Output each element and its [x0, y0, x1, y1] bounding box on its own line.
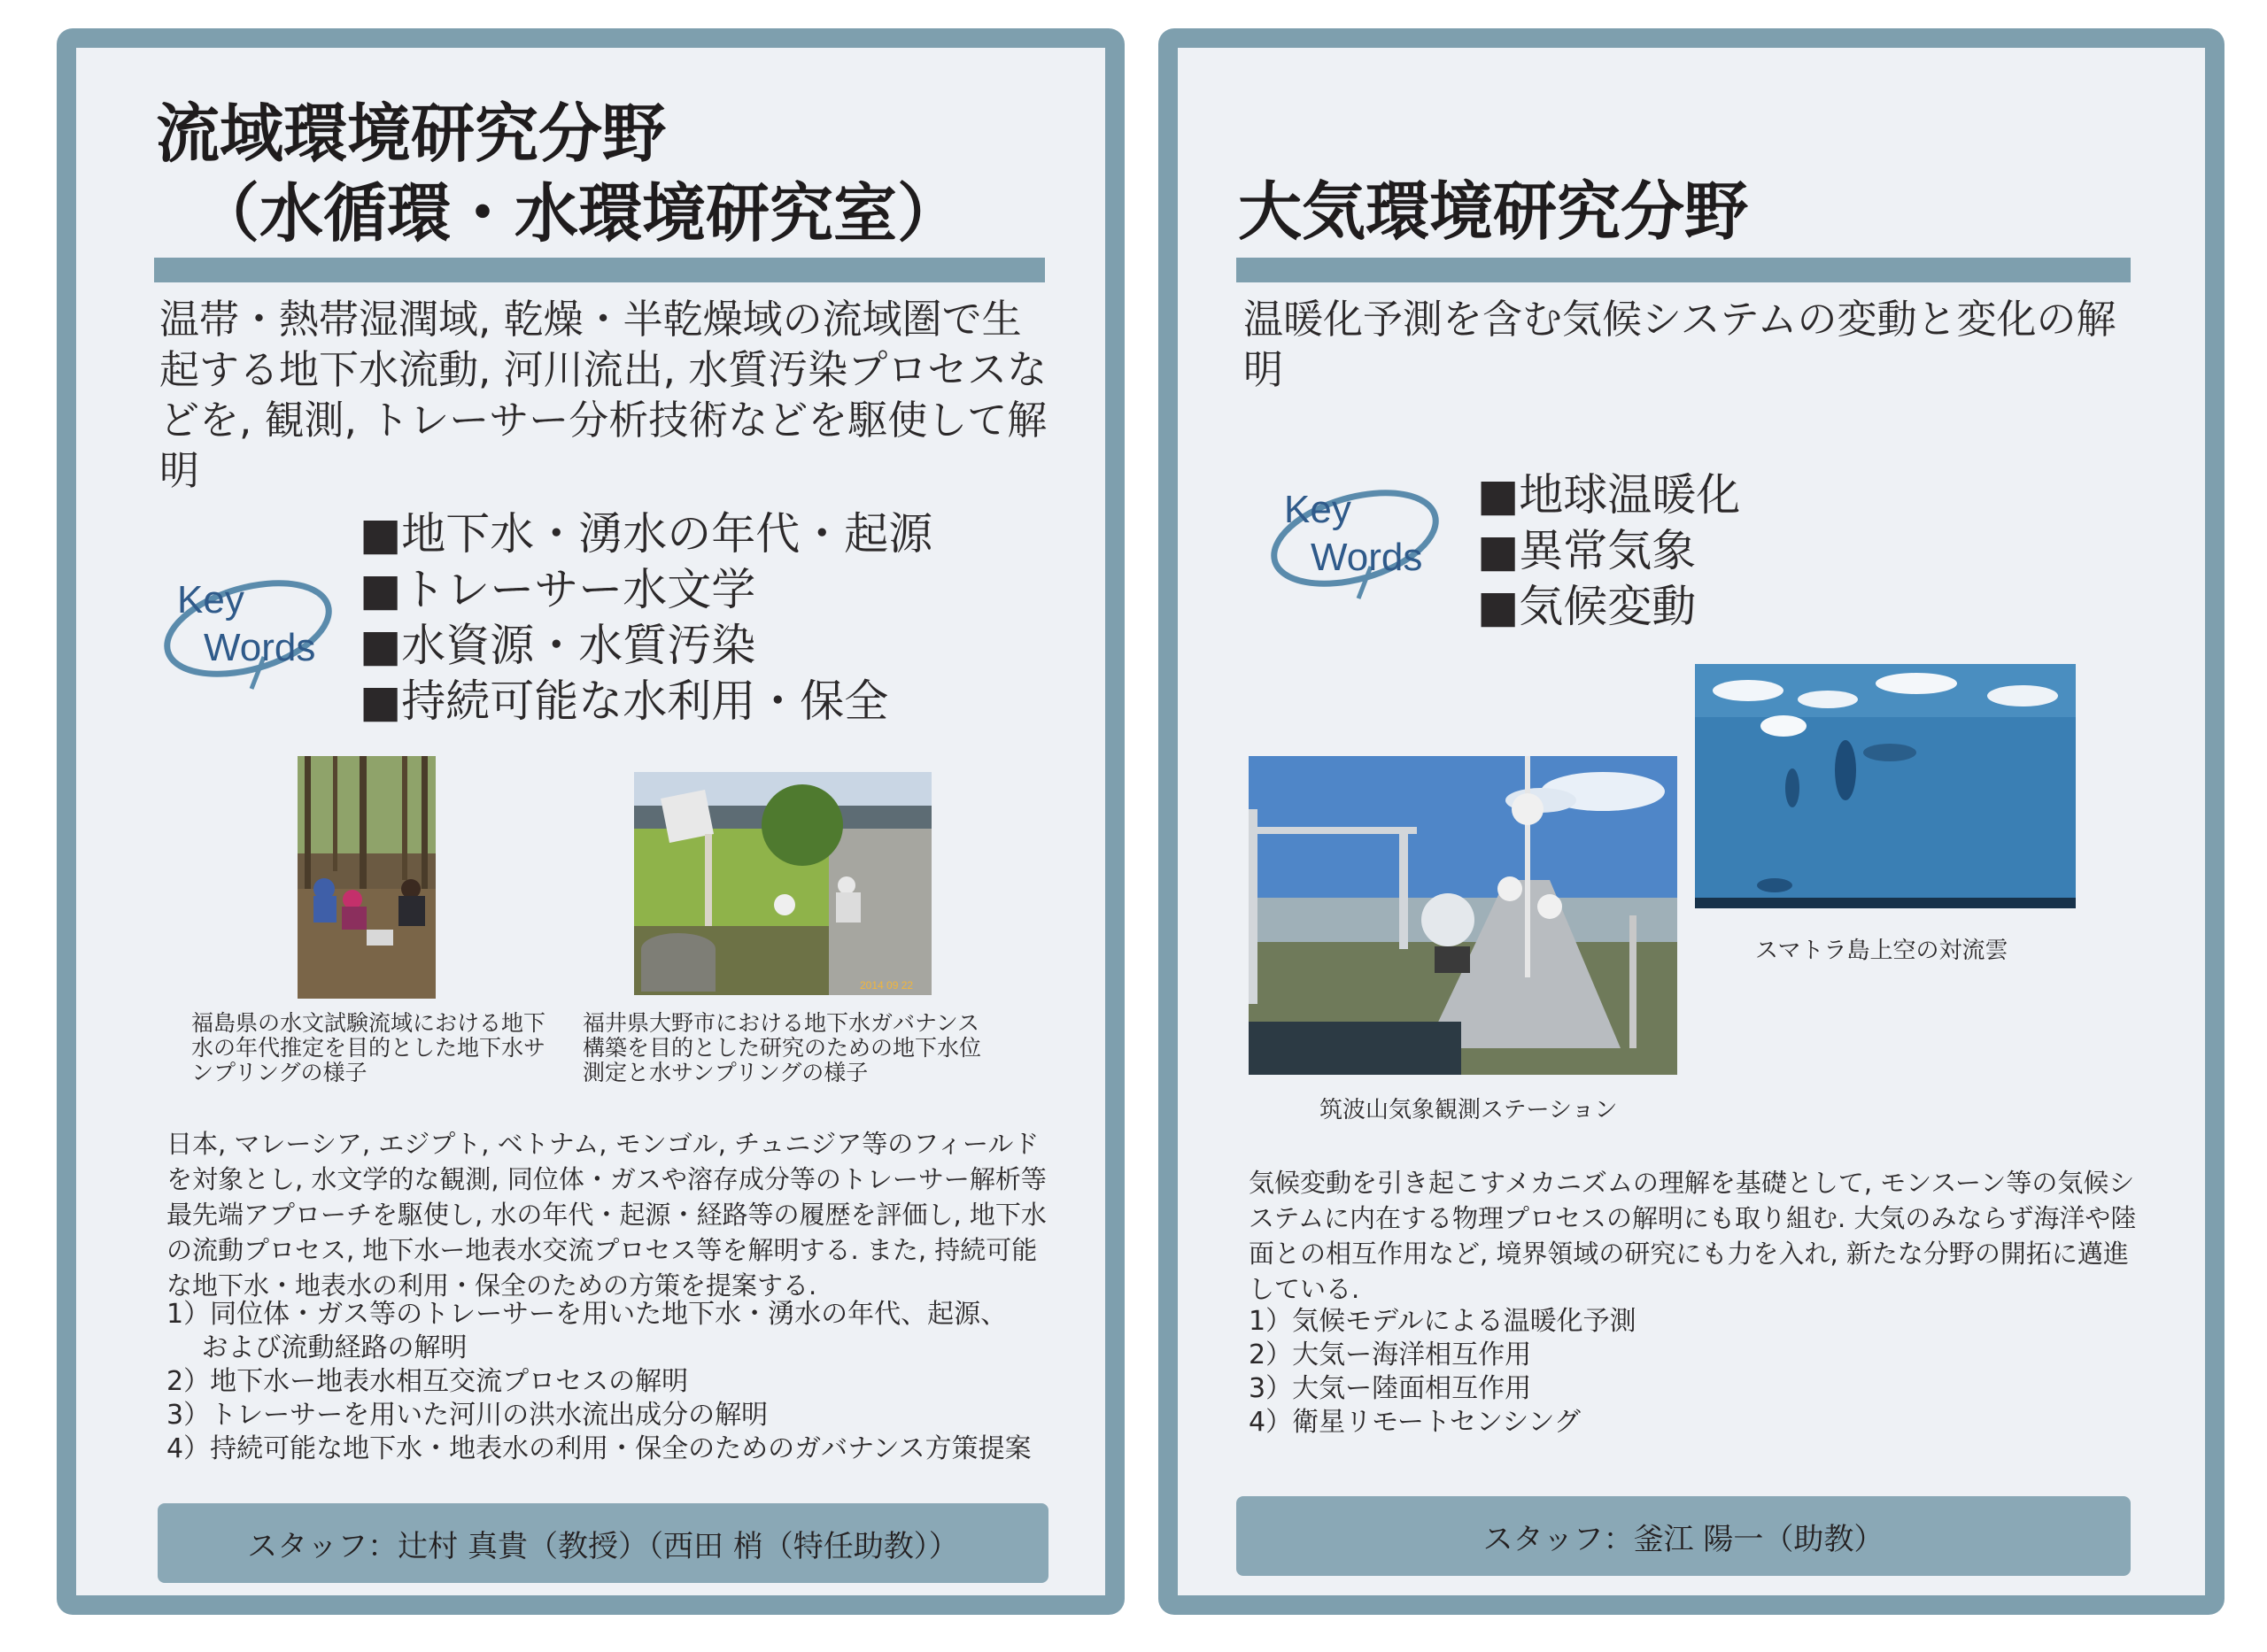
list-item: 3）トレーサーを用いた河川の洪水流出成分の解明 [166, 1400, 769, 1431]
keywords-logo-key: Key [1284, 488, 1351, 531]
keywords-logo-icon [158, 552, 344, 694]
right-photo1-caption: 筑波山気象観測ステーション [1319, 1097, 1618, 1123]
right-title: 大気環境研究分野 [1238, 174, 1749, 249]
left-body-text: 日本, マレーシア, エジプト, ベトナム, モンゴル, チュニジア等のフィールドを対象とし, 水文学的な観測, 同位体・ガスや溶存成分等のトレーサー解析等最先端アプローチを駆使し, 水の年代・起源・経路等の履歴を評価し, 地下水の流動プロセス, 地下水ー地表水交流プロセス等を解明する. また, 持続可能な地下水・地表水の利用・保全のための方策を提案する. [166, 1129, 1047, 1301]
groundwater-measurement-photo [634, 772, 932, 995]
left-summary: 温帯・熱帯湿潤域, 乾燥・半乾燥域の流域圏で生起する地下水流動, 河川流出, 水質汚染プロセスなどを, 観測, トレーサー分析技術などを駆使して解明 [159, 296, 1048, 494]
keywords-logo-key: Key [177, 578, 244, 621]
list-item: 1）気候モデルによる温暖化予測 [1249, 1306, 1636, 1337]
list-item: 2）地下水ー地表水相互交流プロセスの解明 [166, 1366, 689, 1397]
photo-date-stamp: 2014 09 22 [860, 979, 914, 992]
keyword-item: ■異常気象 [1477, 525, 1697, 576]
keyword-item: ■水資源・水質汚染 [360, 620, 756, 671]
list-item: 1）同位体・ガス等のトレーサーを用いた地下水・湧水の年代、起源、 [166, 1299, 1008, 1330]
keyword-item: ■気候変動 [1477, 581, 1697, 632]
keyword-item: ■地下水・湧水の年代・起源 [360, 508, 933, 560]
list-item: 4）衛星リモートセンシング [1249, 1407, 1581, 1438]
right-summary: 温暖化予測を含む気候システムの変動と変化の解明 [1243, 296, 2116, 393]
keywords-logo-words: Words [1311, 536, 1423, 579]
left-staff-bar: スタッフ：辻村 真貴（教授）（西田 梢（特任助教）） [158, 1503, 1048, 1583]
left-title-rule [154, 258, 1045, 282]
left-photo1-caption: 福島県の水文試験流域における地下水の年代推定を目的とした地下水サンプリングの様子 [191, 1010, 546, 1085]
keyword-item: ■持続可能な水利用・保全 [360, 675, 889, 727]
sumatra-clouds-photo [1695, 664, 2076, 908]
left-research-list [166, 1298, 1032, 1466]
keywords-logo-icon [1265, 462, 1451, 604]
keywords-logo-words: Words [204, 626, 316, 669]
right-research-list [1249, 1305, 1636, 1440]
left-title-line1: 流域環境研究分野 [156, 96, 667, 171]
list-item: 4）持続可能な地下水・地表水の利用・保全のためのガバナンス方策提案 [166, 1433, 1032, 1464]
tsukuba-station-photo [1249, 756, 1677, 1075]
left-panel [57, 28, 1125, 1615]
right-body-text: 気候変動を引き起こすメカニズムの理解を基礎として, モンスーン等の気候システムに内在する物理プロセスの解明にも取り組む. 大気のみならず海洋や陸面との相互作用など, 境界領域の研究にも力を入れ, 新たな分野の開拓に邁進している. [1249, 1168, 2137, 1304]
left-keyword-list [360, 506, 932, 730]
right-title-rule [1236, 258, 2131, 282]
right-staff-bar: スタッフ：釜江 陽一（助教） [1236, 1496, 2131, 1576]
right-keyword-list [1477, 467, 1740, 635]
list-item: 3）大気ー陸面相互作用 [1249, 1373, 1532, 1404]
list-item: 2）大気ー海洋相互作用 [1249, 1339, 1532, 1370]
keyword-item: ■トレーサー水文学 [360, 564, 756, 615]
list-item: および流動経路の解明 [166, 1332, 468, 1363]
right-panel [1158, 28, 2224, 1615]
left-title-line2: （水循環・水環境研究室） [196, 176, 962, 251]
left-photo2-caption: 福井県大野市における地下水ガバナンス構築を目的とした研究のための地下水位測定と水サンプリングの様子 [583, 1010, 982, 1085]
right-photo2-caption: スマトラ島上空の対流雲 [1755, 938, 2008, 964]
keyword-item: ■地球温暖化 [1477, 469, 1741, 521]
forest-sampling-photo [298, 756, 436, 999]
